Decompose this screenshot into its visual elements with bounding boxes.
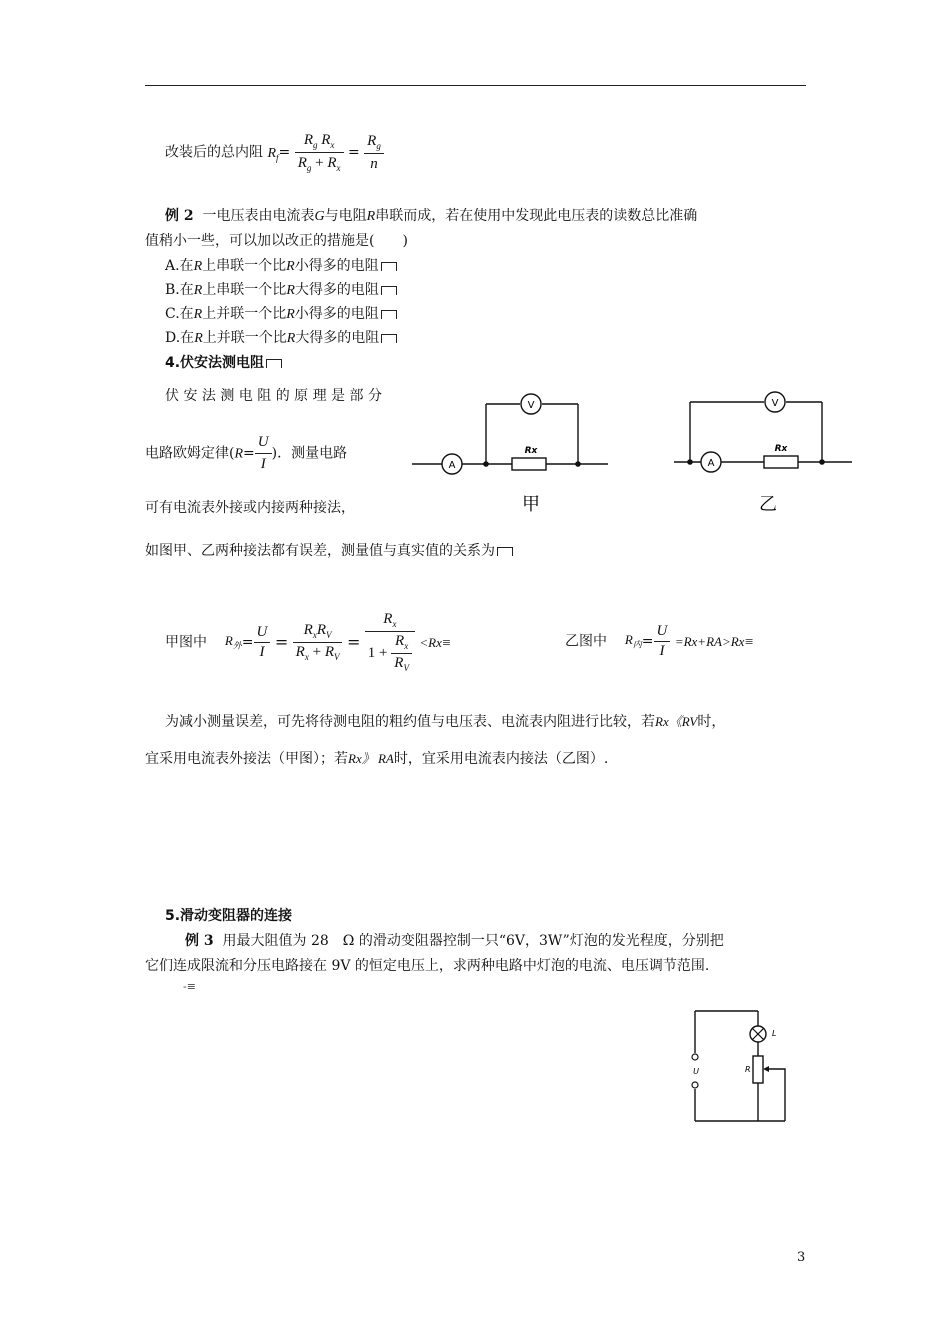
section4-para1: 伏 安 法 测 电 阻 的 原 理 是 部 分 (165, 388, 382, 404)
return-mark-icon (381, 310, 397, 319)
formula-yi: 乙图中 $R_内=$ $\frac{U}{I}$ =Rx+RA>Rx≡ (565, 623, 754, 659)
example3-tag: 例 3 (185, 933, 214, 949)
ammeter-label: A (448, 460, 456, 471)
resistor-label: Rx (774, 444, 788, 454)
formula1-label: 改装后的总内阻 (165, 144, 263, 161)
example2-line2: 值稍小一些，可以加以改正的措施是( ) (145, 233, 408, 249)
example2-line1: 例 2 一电压表由电流表G与电阻R串联而成，若在使用中发现此电压表的读数总比准确 (165, 208, 698, 224)
section4-para4: 如图甲、乙两种接法都有误差，测量值与真实值的关系为 (145, 540, 513, 560)
formula1-lhs: $R_f$ (267, 145, 279, 163)
voltmeter-label: V (771, 398, 779, 409)
circuit-yi-label: 乙 (759, 494, 777, 515)
rheostat-icon (753, 1056, 763, 1083)
return-mark-icon (381, 262, 397, 271)
section4-title: 4.伏安法测电阻 (165, 352, 282, 372)
example2-tag: 例 2 (165, 208, 194, 224)
resistor-rx (512, 458, 546, 470)
return-mark-icon (381, 334, 397, 343)
circuit-l-label: L (772, 1029, 777, 1038)
example2-option-c[interactable]: C.在R上并联一个比R小得多的电阻 (165, 303, 397, 323)
ammeter-label: A (707, 458, 715, 469)
return-mark-icon (381, 286, 397, 295)
formula1-fraction1: $\frac{R_g R_x}{R_g + R_x}$ (295, 132, 344, 173)
page-number: 3 (797, 1250, 806, 1265)
section4-para2: 电路欧姆定律(R= $\frac{U}{I}$ )．测量电路 (145, 434, 348, 472)
formula-total-resistance: 改装后的总内阻 $R_f=$ $\frac{R_g R_x}{R_g + R_x}$ = $\frac{R_g}{n}$ (165, 132, 384, 173)
return-mark-icon (497, 547, 513, 556)
lamp-icon (750, 1026, 766, 1042)
return-mark-icon (266, 359, 282, 368)
example3-line2: 它们连成限流和分压电路接在 9V 的恒定电压上，求两种电路中灯泡的电流、电压调节范围. (145, 958, 710, 974)
formula2-fraction-compound: $R_x$ 1 + $\frac{R_x}{R_V}$ (365, 612, 415, 673)
formula1-fraction2: $\frac{R_g}{n}$ (364, 133, 384, 173)
example2-option-d[interactable]: D.在R上并联一个比R大得多的电阻 (165, 327, 397, 347)
circuit-jia-label: 甲 (522, 494, 540, 515)
formula2-fraction-rxrv: $\frac{R_xR_V}{R_x + R_V}$ (293, 623, 343, 662)
circuit-r-label: R (745, 1065, 751, 1074)
example2-option-b[interactable]: B.在R上串联一个比R大得多的电阻 (165, 279, 397, 299)
header-rule (145, 85, 806, 86)
circuit-u-label: U (693, 1067, 699, 1076)
return-mark: -≡ (183, 980, 196, 993)
section4-para3: 可有电流表外接或内接两种接法， (145, 500, 355, 516)
reduce-error-line1: 为减小测量误差，可先将待测电阻的粗约值与电压表、电流表内阻进行比较，若Rx《RV时， (165, 714, 726, 730)
resistor-rx (764, 456, 798, 468)
circuit-diagram-yi (672, 388, 854, 518)
resistor-label: Rx (524, 446, 538, 456)
circuit-diagram-jia (410, 388, 610, 518)
example2-option-a[interactable]: A.在R上串联一个比R小得多的电阻 (165, 255, 397, 275)
formula-jia: 甲图中 $R_外=$ $\frac{U}{I}$ = $\frac{R_xR_V}{R_x + R_V}$ = $R_x$ 1 + $\frac{R_x}{R_V}$ <Rx≡ (165, 611, 452, 673)
circuit-diagram-example3 (685, 1003, 797, 1125)
section5-title: 5.滑动变阻器的连接 (165, 908, 293, 924)
voltmeter-label: V (527, 400, 535, 411)
example3-line1: 例 3 用最大阻值为 28 Ω 的滑动变阻器控制一只“6V，3W”灯泡的发光程度，分别把 (185, 933, 724, 949)
reduce-error-line2: 宜采用电流表外接法（甲图）；若Rx》 RA时，宜采用电流表内接法（乙图）. (145, 751, 609, 767)
